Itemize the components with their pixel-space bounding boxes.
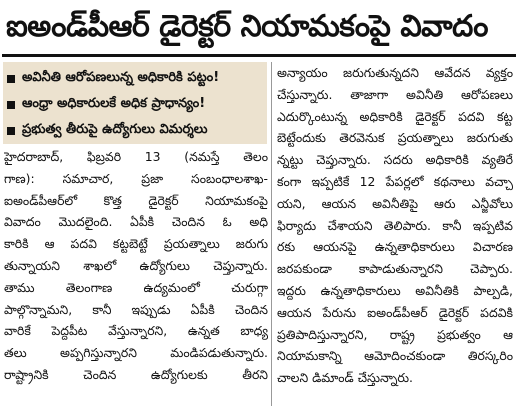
text-line: అన్యాయం జరుగుతున్నదని ఆవేదన వ్యక్తం: [277, 65, 513, 80]
text-line: తలు అప్పగిస్తున్నారని మండిపడుతున్నారు.: [4, 345, 268, 361]
square-bullet-icon: [7, 127, 15, 135]
highlight-text: ఆంధ్రా అధికారులకే అధిక ప్రాధాన్యం!: [22, 96, 206, 111]
text-line: కంగా ఇప్పటికే 12 పేపర్లలో కథనాలు వచ్చా: [277, 173, 513, 189]
square-bullet-icon: [7, 75, 15, 83]
text-line: పాల్గొన్నామని, కానీ ఇప్పుడు ఏపీకి చెందిన: [4, 301, 268, 317]
text-line: ఇద్దరు ఉన్నతాధికారులు అవినీతికి పాల్పడి,: [277, 282, 513, 298]
text-line: బెట్టేందుకు తెరవెనుక ప్రయత్నాలు జరుగుతు: [277, 130, 513, 146]
text-line: జరపకుండా కాపాడుతున్నారని చెప్పారు.: [277, 261, 513, 277]
text-line: గాణ): సమాచార, ప్రజా సంబంధాలశాఖ-: [4, 170, 268, 186]
headline: ఐఅండ్‌పీఆర్ డైరెక్టర్ నియామకంపై వివాదం: [6, 9, 488, 44]
text-line: ఐఅండ్‌పీఆర్‌లో కొత్త డైరెక్టర్ నియామకంపై: [4, 192, 268, 208]
text-line: ఫిర్యాదు చేశాయని తెలిపారు. కానీ ఇప్పటివ: [277, 217, 513, 233]
text-line: రాష్ట్రానికి చెందిన ఉద్యోగులకు తీరని: [4, 366, 268, 382]
text-line: న్నట్టు చెప్తున్నారు. సదరు అధికారికి వ్యతిరే: [277, 152, 513, 168]
square-bullet-icon: [7, 101, 15, 109]
text-line: ఆయన పేరును ఐఅండ్‌పీఆర్ డైరెక్టర్ పదవికి: [277, 304, 513, 320]
text-line: రకు ఆయనపై ఉన్నతాధికారులు విచారణ: [277, 239, 513, 255]
text-line: వారికే పెద్దపీట వేస్తున్నారని, ఉన్నత బాధ్య: [4, 323, 268, 339]
right-column-text: [277, 62, 513, 389]
highlights-box: [3, 62, 267, 144]
text-line: చేస్తున్నారు. తాజాగా అవినీతి ఆరోపణలు: [277, 86, 513, 102]
headline-rule: [2, 54, 516, 57]
highlight-text: ప్రభుత్వ తీరుపై ఉద్యోగులు విమర్శలు: [22, 122, 208, 137]
text-line: యని, ఆయన అవినీతిపై ఆరు ఎన్జీవోలు: [277, 195, 513, 211]
text-line: ప్రతిపాదిస్తున్నారని, రాష్ట్ర ప్రభుత్వం ఆ: [277, 326, 513, 342]
text-line: కారికి ఆ పదవి కట్టబెట్టే ప్రయత్నాలు జరుగు: [4, 236, 268, 252]
text-line: నియామకాన్ని ఆమోదించకుండా తిరస్కరిం: [277, 348, 513, 364]
text-line: హైదరాబాద్, ఫిబ్రవరి 13 (నమస్తే తెలం: [4, 149, 268, 164]
highlight-text: అవినీతి ఆరోపణలున్న అధికారికి పట్టం!: [22, 70, 220, 85]
highlight-item: [7, 67, 267, 91]
left-column-text: [4, 146, 268, 386]
text-line: చాలని డిమాండ్ చేస్తున్నారు.: [277, 370, 413, 386]
text-line: తాము తెలంగాణ ఉద్యమంలో చురుగ్గా: [4, 279, 268, 295]
text-line: ఎదుర్కొంటున్న అధికారికి డైరెక్టర్ పదవి కట్ట: [277, 108, 513, 124]
highlight-item: [7, 93, 267, 117]
highlight-item: [7, 119, 267, 143]
text-line: తున్నాయని శాఖలో ఉద్యోగులు చెప్తున్నారు.: [4, 257, 268, 273]
column-divider: [271, 62, 272, 406]
text-line: వివాదం మొదలైంది. ఏపీకి చెందిన ఓ అధి: [4, 214, 268, 230]
